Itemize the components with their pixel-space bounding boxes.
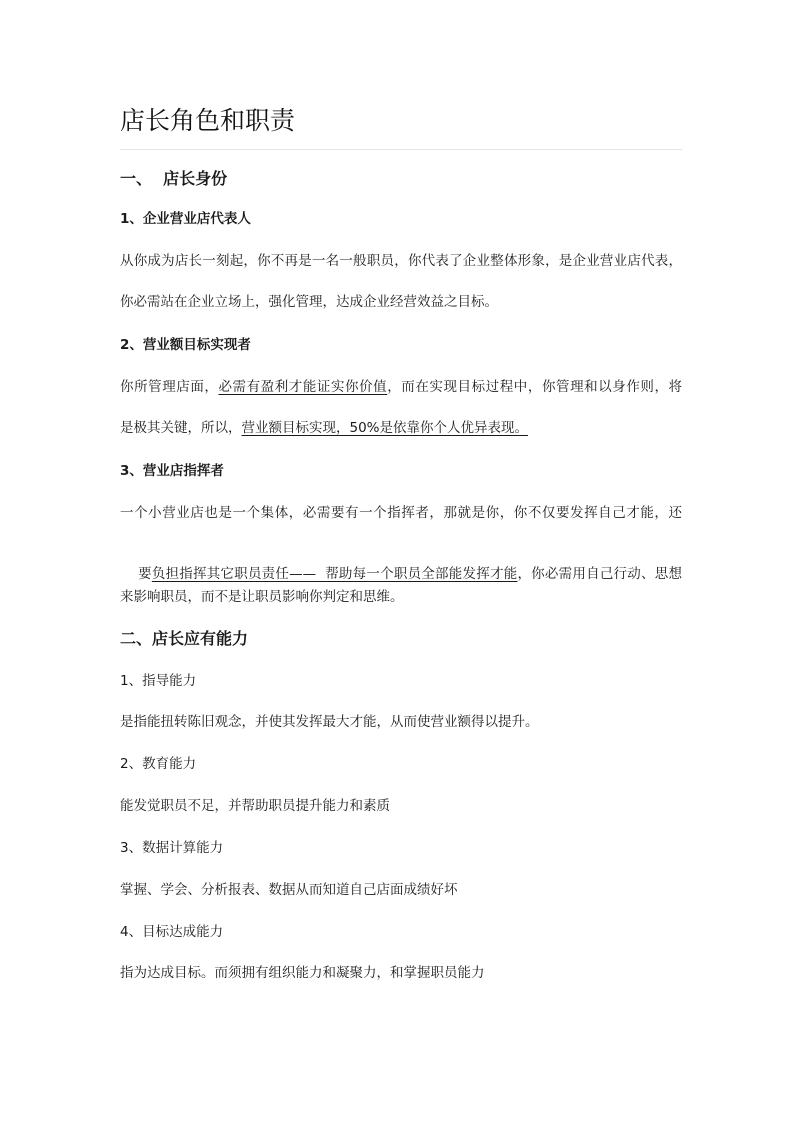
ability-label: 2、教育能力 — [120, 756, 197, 772]
text-run: 是极其关键，所以， — [120, 420, 242, 436]
ability-description: 掌握、学会、分析报表、数据从而知道自己店面成绩好坏 — [120, 882, 458, 898]
underlined-text: 负担指挥其它职员责任—— 帮助每一个职员全部能发挥才能 — [151, 566, 518, 582]
subheading-sales-target: 2、营业额目标实现者 — [120, 337, 251, 353]
text-run: ，而在实现目标过程中，你管理和以身作则，将 — [387, 379, 683, 395]
underlined-text: 营业额目标实现，50%是依靠你个人优异表现。 — [241, 420, 529, 436]
ability-description: 能发觉职员不足，并帮助职员提升能力和素质 — [120, 798, 390, 814]
ability-description: 是指能扭转陈旧观念，并使其发挥最大才能，从而使营业额得以提升。 — [120, 714, 539, 730]
document-title: 店长角色和职责 — [120, 106, 296, 135]
paragraph-line — [120, 418, 528, 438]
section-heading-abilities: 二、店长应有能力 — [120, 629, 249, 648]
text-run: 你所管理店面， — [120, 379, 219, 395]
ability-label: 3、数据计算能力 — [120, 840, 224, 856]
paragraph-line: 一个小营业店也是一个集体，必需要有一个指挥者，那就是你，你不仅要发挥自己才能，还 — [120, 505, 682, 521]
ability-description: 指为达成目标。而须拥有组织能力和凝聚力，和掌握职员能力 — [120, 965, 485, 981]
paragraph-line: 从你成为店长一刻起，你不再是一名一般职员，你代表了企业整体形象，是企业营业店代表， — [120, 253, 682, 269]
paragraph-line: 你必需站在企业立场上，强化管理，达成企业经营效益之目标。 — [120, 294, 498, 310]
paragraph-line: 来影响职员，而不是让职员影响你判定和思维。 — [120, 589, 404, 605]
underlined-text: 必需有盈利才能证实你价值 — [218, 379, 388, 395]
title-divider — [120, 149, 682, 150]
subheading-commander: 3、营业店指挥者 — [120, 463, 224, 479]
text-run: ，你必需用自己行动、思想 — [517, 566, 682, 582]
ability-label: 4、目标达成能力 — [120, 924, 224, 940]
ability-label: 1、指导能力 — [120, 673, 197, 689]
text-run: 要 — [138, 566, 152, 582]
subheading-representative: 1、企业营业店代表人 — [120, 211, 251, 227]
paragraph-line — [120, 377, 682, 397]
section-heading-identity: 一、 店长身份 — [120, 169, 228, 188]
